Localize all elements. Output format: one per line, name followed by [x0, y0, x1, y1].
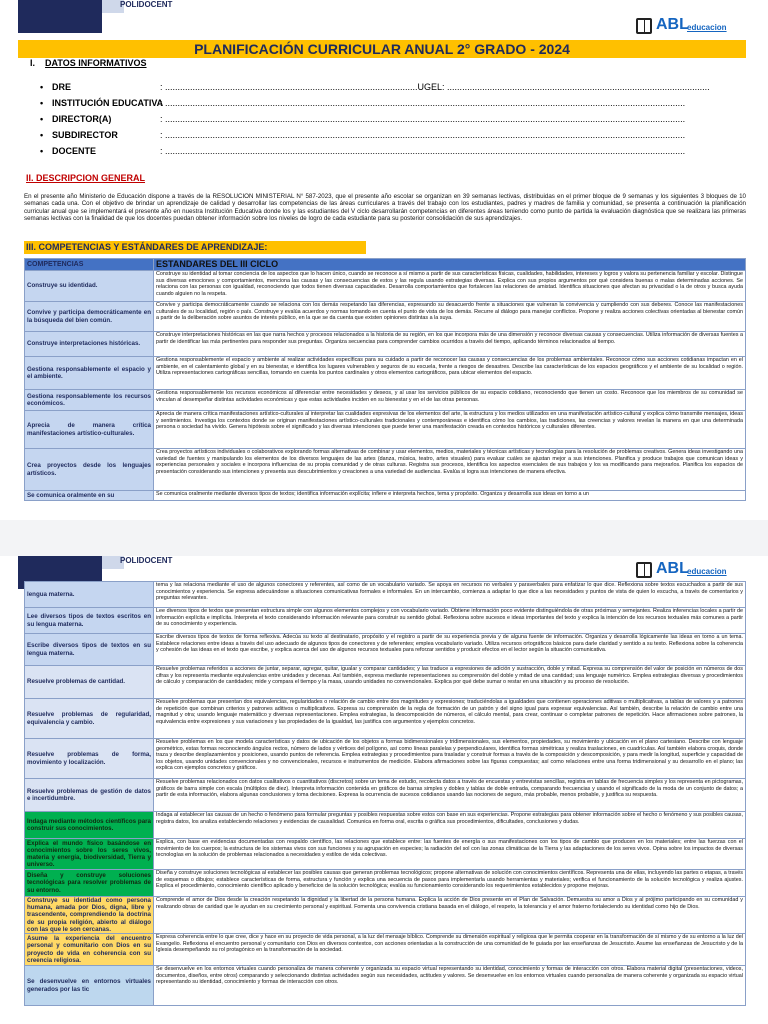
info-row — [40, 96, 740, 110]
estandar-cell: Expresa coherencia entre lo que cree, dice y hace en su proyecto de vida personal, a la luz del mensaje bíblico. Comprende su dimensión espiritual y religiosa que le permita cooperar en la transformación de sí mismo y de su entorno a la luz del Evangelio. Reflexiona el encuentro personal y comunitario con Dios en diversos contextos, con acciones orientadas a la construcción de una comunidad de fe guiada por las enseñanzas de Jesucristo. Asume las enseñanzas de Jesucristo y de la Iglesia desempeñando su rol protagónico en la transformación de la sociedad. — [154, 934, 746, 966]
info-label: DOCENTE — [52, 146, 97, 156]
logo-sub: educacion — [687, 567, 727, 576]
info-label: SUBDIRECTOR — [52, 130, 118, 140]
table-row — [25, 491, 746, 501]
competencia-cell: lengua materna. — [25, 582, 154, 608]
info-value-field[interactable]: : .....................................................................................................UGEL: ......................................................................................................... — [160, 82, 710, 92]
table-row — [25, 332, 746, 357]
brand-label: POLIDOCENT — [120, 556, 173, 565]
estandar-cell: Gestiona responsablemente el espacio y ambiente al realizar actividades específicas para su cuidado a partir de reconocer las causas y consecuencias de los problemas ambientales. Reconoce cómo sus acciones cotidianas impactan en el ambiente, en el calentamiento global y en su bienestar, e identifica los lugares vulnerables y seguros de su escuela, frente a riesgos de desastres. Describe las características de los espacios geográficos y el ambiente de su localidad o región. Utiliza representaciones cartográficas sencillas, tomando en cuenta los puntos cardinales y otros elementos cartográficos, para ubicar elementos del espacio. — [154, 357, 746, 390]
bullet-icon: • — [40, 146, 44, 156]
competencia-cell: Construye su identidad como persona humana, amada por Dios, digna, libre y trascendente, comprendiendo la doctrina de su propia religión, abierto al diálogo con las que le son cercanas. — [25, 897, 154, 934]
competencia-cell: Se desenvuelve en entornos virtuales generados por las tic — [25, 966, 154, 1006]
info-row — [40, 128, 740, 142]
competencia-cell: Escribe diversos tipos de textos en su lengua materna. — [25, 634, 154, 666]
info-label: DRE — [52, 82, 72, 92]
header-estandares: ESTANDARES DEL III CICLO — [154, 259, 746, 271]
section-competencias-title: III. COMPETENCIAS Y ESTÁNDARES DE APRENDIZAJE: — [24, 241, 366, 254]
table-row — [25, 449, 746, 491]
estandar-cell: Se desenvuelve en los entornos virtuales cuando personaliza de manera coherente y organizada su espacio virtual representando su identidad, conocimiento y formas de interacción con otros. Elabora material digital (presentaciones, videos, documentos, diseños, entre otros) comparando y seleccionando distintas actividades según sus necesidades, actitudes y valores. Se desenvuelve en los entornos virtuales cuando personaliza de manera coherente y organizada su espacio virtual representando su identidad, conocimiento y formas de interacción con otros. — [154, 966, 746, 1006]
competencia-cell: Construye su identidad. — [25, 271, 154, 302]
estandar-cell: Gestiona responsablemente los recursos económicos al diferenciar entre necesidades y deseos, y al usar los servicios públicos de su espacio cotidiano, reconociendo que tienen un costo. Reconoce que los miembros de su comunidad se vinculan al desempeñar distintas actividades económicas y que estas actividades inciden en su bienestar y en el de las otras personas. — [154, 390, 746, 411]
table-row — [25, 411, 746, 449]
page-top-band — [0, 0, 768, 13]
navy-band — [18, 0, 102, 13]
table-row — [25, 966, 746, 1006]
bullet-icon: • — [40, 98, 44, 108]
competencia-cell: Construye interpretaciones históricas. — [25, 332, 154, 357]
competencia-cell: Resuelve problemas de regularidad, equivalencia y cambio. — [25, 699, 154, 739]
bullet-icon: • — [40, 82, 44, 92]
table-row — [25, 870, 746, 897]
estandar-cell: Diseña y construye soluciones tecnológicas al establecer las posibles causas que generan problemas tecnológicos; propone alternativas de solución con conocimientos científicos. Representa una de ellas, incluyendo las partes o etapas, a través de esquemas o dibujos; establece características de forma, estructura y función y explica una secuencia de pasos para implementarla usando herramientas y materiales; verifica el funcionamiento de la solución tecnológica y realiza ajustes. Explica el procedimiento, conocimiento científico aplicado y beneficios de la solución tecnológica; evalúa su funcionamiento considerando los requerimientos establecidos y propone mejoras. — [154, 870, 746, 897]
estandar-cell: Explica, con base en evidencias documentadas con respaldo científico, las relaciones que establece entre: las fuentes de energía o sus manifestaciones con los tipos de cambio que producen en los materiales; entre las fuerzas con el movimiento de los cuerpos; la estructura de los sistemas vivos con sus funciones y su agrupación en especies; la radiación del sol con las zonas climáticas de la Tierra y las adaptaciones de los seres vivos. Opina sobre los impactos de diversas tecnologías en la solución de problemas relacionados a necesidades y estilos de vida colectivas. — [154, 839, 746, 870]
info-row — [40, 80, 740, 94]
page-title: PLANIFICACIÓN CURRICULAR ANUAL 2° GRADO - 2024 — [18, 40, 746, 58]
estandar-cell: Aprecia de manera crítica manifestaciones artístico-culturales al interpretar las cualidades expresivas de los elementos del arte, la estructura y los medios utilizados en una manifestación artístico-cultural y explica cómo transmite mensajes, ideas y sentimientos. Investiga los contextos donde se originan manifestaciones artístico-culturales tradicionales y contemporáneas e identifica cómo los cambios, las tradiciones, las creencias y valores revelan la manera en que una determinada persona o sociedad ha vivido. Genera hipótesis sobre el significado y las diversas intenciones que puede tener una manifestación creada en contextos históricos y culturales diferentes. — [154, 411, 746, 449]
estandar-cell: Construye su identidad al tomar conciencia de los aspectos que lo hacen único, cuando se reconoce a sí mismo a partir de sus características físicas, cualidades, habilidades, intereses y logros y valora su pertenencia familiar y escolar. Distingue sus diversas emociones y comportamientos, menciona las causas y las consecuencias de estos y las regula usando estrategias diversas. Explica con sus propios argumentos por qué considera buenas o malas determinadas acciones. Se relaciona con las personas con igualdad, reconociendo que todos tienen diversas capacidades. Desarrolla comportamientos que fortalecen las relaciones de amistad. Identifica situaciones que afectan su privacidad o la de otros y busca ayuda cuando alguien no la respeta. — [154, 271, 746, 302]
navy-side-strip — [18, 13, 102, 33]
book-icon — [636, 18, 652, 34]
table-row — [25, 666, 746, 699]
brand-label: POLIDOCENT — [120, 0, 173, 9]
table-row — [25, 812, 746, 839]
logo-main: ABL — [656, 560, 689, 577]
competencia-cell: Diseña y construye soluciones tecnológicas para resolver problemas de su entorno. — [25, 870, 154, 897]
estandar-cell: Resuelve problemas en los que modela características y datos de ubicación de los objetos a formas bidimensionales y tridimensionales, sus elementos, propiedades, su movimiento y ubicación en el plano cartesiano. Describe con lenguaje geométrico, estas formas reconociendo ángulos rectos, número de lados y vértices del polígono, así como líneas paralelas y perpendiculares, identifica formas simétricas y realiza traslaciones, en cuadrículas. Así también elabora croquis, donde traza y describe desplazamientos y posiciones, usando puntos de referencia. Emplea estrategias y procedimientos para trasladar y construir formas a través de la composición y descomposición, y para medir la longitud, superficie y capacidad de los objetos, usando unidades convencionales y no convencionales, recursos e instrumentos de medición. Elabora afirmaciones sobre las figuras compuestas; así como relaciones entre una forma tridimensional y su desarrollo en el plano; las explica con ejemplos concretos y gráficos. — [154, 739, 746, 779]
competencias-table-p1 — [24, 258, 746, 501]
info-row — [40, 112, 740, 126]
competencia-cell: Asume la experiencia del encuentro personal y comunitario con Dios en su proyecto de vida en coherencia con su creencia religiosa. — [25, 934, 154, 966]
book-icon — [636, 562, 652, 578]
competencia-cell: Aprecia de manera crítica manifestaciones artístico-culturales. — [25, 411, 154, 449]
competencia-cell: Crea proyectos desde los lenguajes artísticos. — [25, 449, 154, 491]
estandar-cell: Se comunica oralmente mediante diversos tipos de textos; identifica información explícita; infiere e interpreta hechos, tema y propósito. Organiza y desarrolla sus ideas en torno a un — [154, 491, 746, 501]
navy-band — [18, 556, 102, 569]
table-row — [25, 897, 746, 934]
competencia-cell: Lee diversos tipos de textos escritos en su lengua materna. — [25, 608, 154, 634]
bullet-icon: • — [40, 130, 44, 140]
estandar-cell: Comprende el amor de Dios desde la creación respetando la dignidad y la libertad de la persona humana. Explica la acción de Dios presente en el Plan de Salvación. Demuestra su amor a Dios y al prójimo participando en su comunidad y realizando obras de caridad que le ayudan en su crecimiento personal y espiritual. Fomenta una convivencia cristiana basada en el diálogo, el respeto, la tolerancia y el amor fraterno fortaleciendo su identidad como hijo de Dios. — [154, 897, 746, 934]
competencia-cell: Explica el mundo físico basándose en conocimientos sobre los seres vivos, materia y energía, biodiversidad, Tierra y universo. — [25, 839, 154, 870]
estandar-cell: Crea proyectos artísticos individuales o colaborativos explorando formas alternativas de combinar y usar elementos, medios, materiales y técnicas artísticas y tecnologías para la resolución de problemas creativos. Genera ideas investigando una variedad de fuentes y manipulando los elementos de los diversos lenguajes de las artes (danza, música, teatro, artes visuales) para evaluar cuáles se ajustan mejor a sus intenciones. Planifica y produce trabajos que comunican ideas y experiencias personales y sociales e incorpora influencias de su propia comunidad y de otras culturas. Registra sus procesos, identifica los aspectos esenciales de sus trabajos y los va modificando para mejorarlos. Planifica los espacios de presentación considerando sus intenciones y presenta sus descubrimientos y creaciones a una variedad de audiencias. Evalúa si logra sus intenciones de manera efectiva. — [154, 449, 746, 491]
header-competencias: COMPETENCIAS — [25, 259, 154, 271]
table-row — [25, 839, 746, 870]
logo-main: ABL — [656, 16, 689, 33]
info-value-field[interactable]: : ................................................................................................................................................................................................................ — [160, 114, 686, 124]
section-num: I. — [30, 58, 36, 68]
estandar-cell: Indaga al establecer las causas de un hecho o fenómeno para formular preguntas y posibles respuestas sobre estos con base en sus experiencias. Propone estrategias para obtener información sobre el hecho o fenómeno y sus posibles causas, registra datos, los analiza estableciendo relaciones y evidencias de causalidad. Comunica en forma oral, escrita o gráfica sus procedimientos, dificultades, conclusiones y dudas. — [154, 812, 746, 839]
section-descripcion-title: II. DESCRIPCION GENERAL — [26, 173, 146, 183]
estandar-cell: Lee diversos tipos de textos que presentan estructura simple con algunos elementos complejos y con vocabulario variado. Obtiene información poco evidente distinguiéndola de otras próximas y semejantes. Realiza inferencias locales a partir de información explícita e implícita. Interpreta el texto considerando información relevante para construir su sentido global. Reflexiona sobre sucesos e ideas importantes del texto y explica la intención de los recursos textuales más comunes a partir de su conocimiento y experiencia. — [154, 608, 746, 634]
competencia-cell: Indaga mediante métodos científicos para construir sus conocimientos. — [25, 812, 154, 839]
estandar-cell: tema y las relaciona mediante el uso de algunos conectores y referentes, así como de un vocabulario variado. Se apoya en recursos no verbales y paraverbales para enfatizar lo que dice. Reflexiona sobre textos escuchados a partir de sus conocimientos y experiencia. Se expresa adecuándose a situaciones comunicativas formales e informales. En un intercambio, comienza a adaptar lo que dice a las necesidades y puntos de vista de quien lo escucha, a través de comentarios y preguntas relevantes. — [154, 582, 746, 608]
info-label: DIRECTOR(A) — [52, 114, 112, 124]
estandar-cell: Escribe diversos tipos de textos de forma reflexiva. Adecúa su texto al destinatario, propósito y el registro a partir de su experiencia previa y de alguna fuente de información. Organiza y desarrolla lógicamente las ideas en torno a un tema. Establece relaciones entre ideas a través del uso adecuado de algunos tipos de conectores y de referentes; emplea vocabulario variado. Utiliza recursos ortográficos básicos para darle claridad y sentido a su texto. Reflexiona sobre la coherencia y cohesión de las ideas en el texto que escribe, y explica acerca del uso de algunos recursos textuales para reforzar sentidos y producir efectos en el lector según la situación comunicativa. — [154, 634, 746, 666]
estandar-cell: Convive y participa democráticamente cuando se relaciona con los demás respetando las diferencias, expresando su desacuerdo frente a situaciones que vulneran la convivencia y cumpliendo con sus deberes. Conoce las manifestaciones culturales de su localidad, región o país. Construye y evalúa acuerdos y normas tomando en cuenta el punto de vista de los demás. Recurre al diálogo para manejar conflictos. Propone y realiza acciones colectivas orientadas al bienestar común a partir de la deliberación sobre asuntos de interés público, en la que se da cuenta que existen opiniones distintas a la suya. — [154, 302, 746, 332]
section-datos-title — [30, 58, 147, 68]
section-label: DATOS INFORMATIVOS — [45, 58, 147, 68]
table-row — [25, 271, 746, 302]
competencia-cell: Resuelve problemas de gestión de datos e incertidumbre. — [25, 779, 154, 812]
competencia-cell: Gestiona responsablemente los recursos económicos. — [25, 390, 154, 411]
table-row — [25, 608, 746, 634]
table-row — [25, 634, 746, 666]
estandar-cell: Resuelve problemas relacionados con datos cualitativos o cuantitativos (discretos) sobre un tema de estudio, recolecta datos a través de encuestas y entrevistas sencillas, registra en tablas de frecuencia simples y los representa en pictogramas, gráficos de barra simple con escala (múltiplos de diez). Interpreta información contenida en gráficos de barras simples y dobles y tablas de doble entrada, comparando frecuencias y usando el significado de la moda de un conjunto de datos; a partir de esta información, elabora algunas conclusiones y toma decisiones. Expresa la ocurrencia de sucesos cotidianos usando las nociones de seguro, más probable, menos probable, y justifica su respuesta. — [154, 779, 746, 812]
document-page-2 — [0, 556, 768, 1024]
table-row — [25, 779, 746, 812]
abl-logo — [636, 560, 732, 582]
table-row — [25, 390, 746, 411]
info-value-field[interactable]: : ................................................................................................................................................................................................................ — [160, 146, 686, 156]
competencia-cell: Resuelve problemas de cantidad. — [25, 666, 154, 699]
abl-logo — [636, 16, 732, 38]
table-row — [25, 357, 746, 390]
competencia-cell: Gestiona responsablemente el espacio y el ambiente. — [25, 357, 154, 390]
logo-sub: educacion — [687, 23, 727, 32]
table-header — [25, 259, 746, 271]
estandar-cell: Construye interpretaciones históricas en las que narra hechos y procesos relacionados a la historia de su región, en los que incorpora más de una dimensión y reconoce diversas causas y consecuencias. Utiliza información de diversas fuentes a partir de identificar las más pertinentes para responder sus preguntas. Organiza secuencias para comprender cambios ocurridos a través del tiempo, aplicando términos relacionados al tiempo. — [154, 332, 746, 357]
competencias-table-p2 — [24, 581, 746, 1006]
table-row — [25, 302, 746, 332]
descripcion-paragraph: En el presente año Ministerio de Educación dispone a través de la RESOLUCION MINISTERIAL N° 587-2023, que el presente año escolar se organizan en 39 semanas lectivas, distribuidas en el primer bloque de 9 semanas y los siguientes 3 bloques de 10 semanas cada una. Con el objetivo de brindar un aprendizaje de calidad y desarrollar las competencias de las áreas curriculares a través del trabajo con los estudiantes, padres y madres de familia y comunidad, se presenta a continuación la planificación curricular anual que se implementará el presente año en nuestra Institución Educativa donde los y las estudiantes del V ciclo desarrollarán competencias en diferentes áreas teniendo como punto de partida la evaluación diagnóstica que se realizara las primeras semanas lectivas con la finalidad de que los docentes puedan obtener información sobre los niveles de logro de cada estudiante para su posterior consolidación de sus aprendizajes. — [24, 193, 746, 223]
table-row — [25, 699, 746, 739]
competencia-cell: Resuelve problemas de forma, movimiento y localización. — [25, 739, 154, 779]
bullet-icon: • — [40, 114, 44, 124]
info-label: INSTITUCIÓN EDUCATIVA — [52, 98, 164, 108]
competencia-cell: Se comunica oralmente en su — [25, 491, 154, 501]
info-row — [40, 144, 740, 158]
info-value-field[interactable]: : ................................................................................................................................................................................................................ — [160, 98, 686, 108]
info-value-field[interactable]: : ................................................................................................................................................................................................................ — [160, 130, 686, 140]
estandar-cell: Resuelve problemas que presentan dos equivalencias, regularidades o relación de cambio entre dos magnitudes y expresiones; traduciéndolas a igualdades que contienen operaciones aditivas o multiplicativas, a tablas de valores y a patrones de repetición que combinan criterios y patrones aditivos o multiplicativos. Expresa su comprensión de la regla de formación de un patrón y del signo igual para expresar equivalencias. Así también, describe la relación de cambio entre una magnitud y otra; usando lenguaje matemático y diversas representaciones. Emplea estrategias, la descomposición de números, el cálculo mental, para crear, continuar o completar patrones de repetición. Hace afirmaciones sobre patrones, la equivalencia entre expresiones y sus variaciones y las propiedades de la igualdad, las justifica con argumentos y ejemplos concretos. — [154, 699, 746, 739]
table-row — [25, 739, 746, 779]
table-row — [25, 934, 746, 966]
estandar-cell: Resuelve problemas referidos a acciones de juntar, separar, agregar, quitar, igualar y comparar cantidades; y las traduce a expresiones de adición y sustracción, doble y mitad. Expresa su comprensión del valor de posición en números de dos cifras y los representa mediante equivalencias entre unidades y decenas. Así también, expresa mediante representaciones su comprensión del doble y mitad de una cantidad; usa lenguaje numérico. Emplea estrategias diversas y procedimientos de cálculo y comparación de cantidades; mide y compara el tiempo y la masa, usando unidades no convencionales. Explica por qué debe sumar o restar en una situación y su proceso de resolución. — [154, 666, 746, 699]
competencia-cell: Convive y participa democráticamente en la búsqueda del bien común. — [25, 302, 154, 332]
page-gap — [0, 520, 768, 556]
table-row — [25, 582, 746, 608]
